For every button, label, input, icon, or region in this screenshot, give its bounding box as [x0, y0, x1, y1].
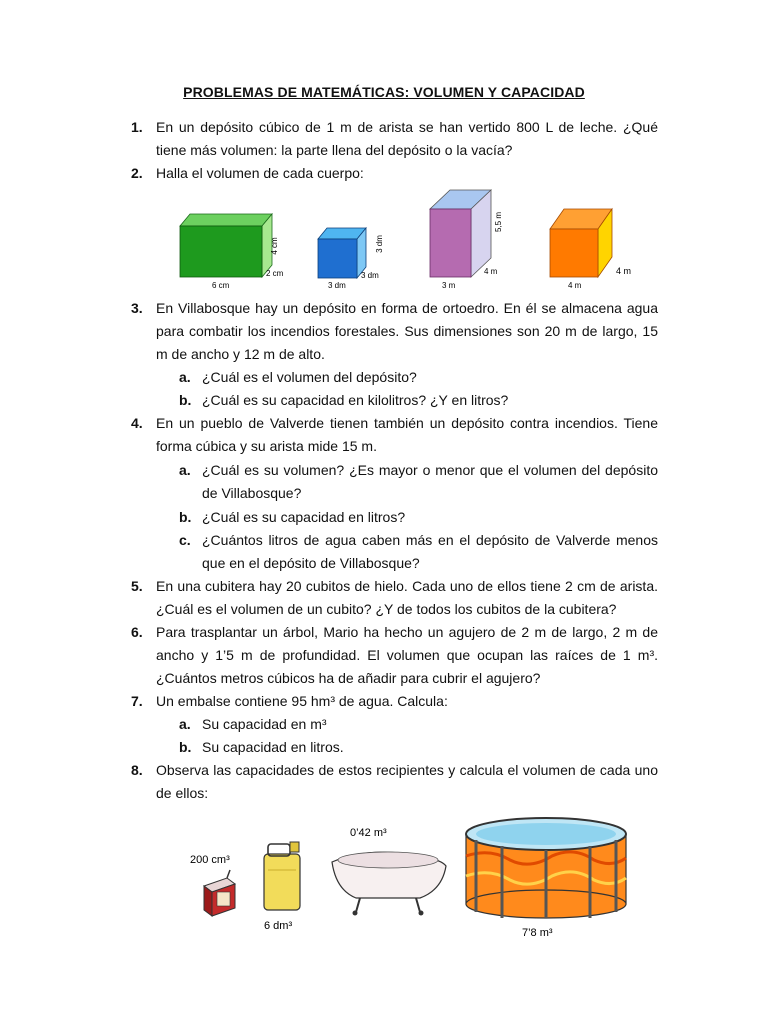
jerrycan-label: 6 dm³ — [264, 920, 293, 932]
problem-7b-text: Su capacidad en litros. — [202, 739, 344, 755]
blue-cube — [318, 228, 384, 290]
pool-label: 7’8 m³ — [522, 927, 553, 939]
problem-3b-letter: b. — [179, 392, 192, 408]
problem-4a-text: ¿Cuál es su volumen? ¿Es mayor o menor que el volumen del depósito de Villabosque? — [202, 462, 658, 501]
problem-8-text: Observa las capacidades de estos recipientes y calcula el volumen de cada uno de ellos: — [156, 762, 658, 801]
juice-box-image — [190, 854, 235, 916]
problem-7a-letter: a. — [179, 716, 191, 732]
problem-3a-text: ¿Cuál es el volumen del depósito? — [202, 369, 417, 385]
problem-4-text: En un pueblo de Valverde tienen también un depósito contra incendios. Tiene forma cúbica y su arista mide 15 m. — [156, 415, 658, 454]
page-title: PROBLEMAS DE MATEMÁTICAS: VOLUMEN Y CAPACIDAD — [183, 84, 585, 100]
problem-3-text: En Villabosque hay un depósito en forma de ortoedro. En él se almacena agua para combatir los incendios forestales. Sus dimensiones son 20 m de largo, 15 m de ancho y 12 m de alto. — [156, 300, 658, 362]
problem-4-number: 4. — [131, 415, 143, 431]
blue-depth-label: 3 dm — [361, 271, 379, 280]
problem-7-text: Un embalse contiene 95 hm³ de agua. Calcula: — [156, 693, 448, 709]
blue-width-label: 3 dm — [328, 281, 346, 290]
green-cuboid — [180, 214, 284, 290]
problem-3a-letter: a. — [179, 369, 191, 385]
problem-8-number: 8. — [131, 762, 143, 778]
problem-3b-text: ¿Cuál es su capacidad en kilolitros? ¿Y en litros? — [202, 392, 509, 408]
problem-2-number: 2. — [131, 165, 143, 181]
solids-figure — [160, 184, 650, 294]
bathtub-label: 0’42 m³ — [350, 827, 387, 839]
purple-height-label: 5,5 m — [494, 211, 503, 233]
purple-depth-label: 4 m — [484, 267, 498, 276]
problem-6-number: 6. — [131, 624, 143, 640]
containers-figure — [180, 812, 640, 942]
orange-cube — [550, 209, 631, 290]
problem-3-number: 3. — [131, 300, 143, 316]
problem-4c-text: ¿Cuántos litros de agua caben más en el depósito de Valverde menos que en el depósito de Villabosque? — [202, 532, 658, 571]
pool-image — [466, 818, 626, 939]
problem-2-text: Halla el volumen de cada cuerpo: — [156, 165, 364, 181]
bathtub-image — [332, 827, 446, 916]
problem-7-number: 7. — [131, 693, 143, 709]
problem-6-text: Para trasplantar un árbol, Mario ha hecho un agujero de 2 m de largo, 2 m de ancho y 1’5 m de profundidad. El volumen que ocupan las raíces de 1 m³. ¿Cuántos metros cúbicos ha de añadir para cubrir el agujero? — [156, 624, 658, 686]
problem-7a-text: Su capacidad en m³ — [202, 716, 327, 732]
jerrycan-image — [264, 842, 300, 932]
juice-box-label: 200 cm³ — [190, 854, 230, 866]
purple-width-label: 3 m — [442, 281, 456, 290]
purple-prism — [430, 190, 503, 290]
green-depth-label: 2 cm — [266, 269, 284, 278]
orange-depth-label: 4 m — [616, 266, 632, 276]
problem-1-text: En un depósito cúbico de 1 m de arista se han vertido 800 L de leche. ¿Qué tiene más volumen: la parte llena del depósito o la vacía? — [156, 119, 658, 158]
problem-4b-text: ¿Cuál es su capacidad en litros? — [202, 509, 406, 525]
problem-5-number: 5. — [131, 578, 143, 594]
orange-width-label: 4 m — [568, 281, 582, 290]
problem-5-text: En una cubitera hay 20 cubitos de hielo. Cada uno de ellos tiene 2 cm de arista. ¿Cuál es el volumen de un cubito? ¿Y de todos los cubitos de la cubitera? — [156, 578, 658, 617]
green-width-label: 6 cm — [212, 281, 230, 290]
blue-height-label: 3 dm — [375, 235, 384, 253]
problem-4c-letter: c. — [179, 532, 191, 548]
problem-4a-letter: a. — [179, 462, 191, 478]
problem-1-number: 1. — [131, 119, 143, 135]
green-height-label: 4 cm — [270, 237, 279, 255]
problem-4b-letter: b. — [179, 509, 192, 525]
problem-7b-letter: b. — [179, 739, 192, 755]
